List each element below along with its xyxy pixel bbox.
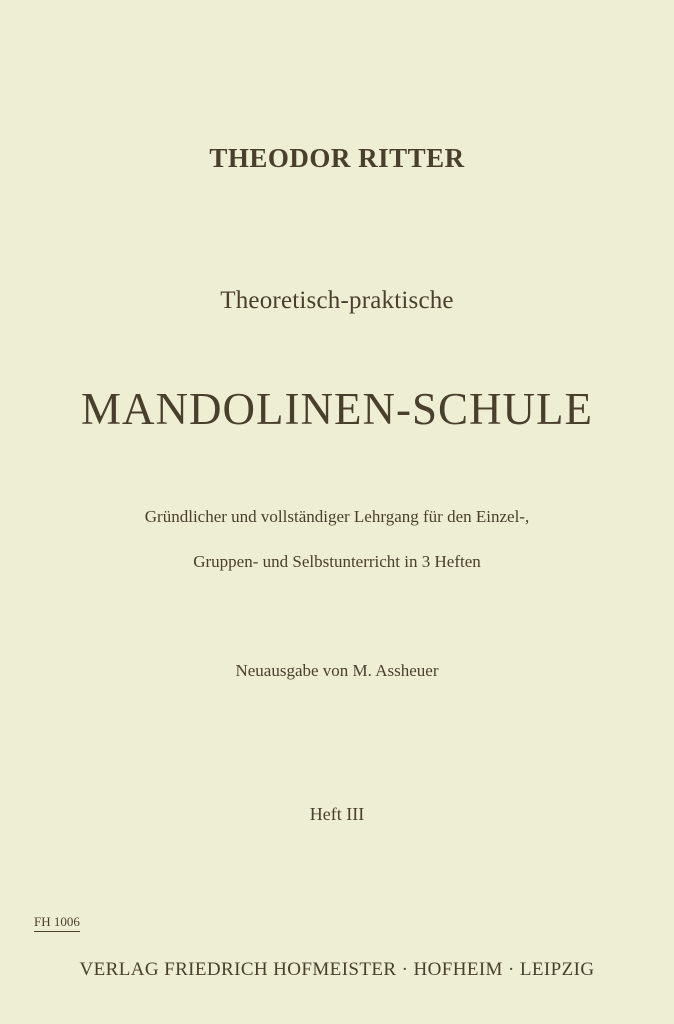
- editor-credit: Neuausgabe von M. Assheuer: [235, 661, 439, 680]
- volume-label: Heft III: [309, 804, 365, 824]
- subtitle: Theoretisch-praktische: [220, 287, 454, 314]
- description-line-2: Gruppen- und Selbstunterricht in 3 Heften: [193, 552, 481, 571]
- publisher-line: VERLAG FRIEDRICH HOFMEISTER · HOFHEIM · LEIPZIG: [79, 959, 595, 980]
- catalog-number: FH 1006: [34, 914, 80, 932]
- page-title: MANDOLINEN-SCHULE: [81, 384, 593, 434]
- author-name: THEODOR RITTER: [209, 143, 465, 173]
- description-line-1: Gründlicher und vollständiger Lehrgang für den Einzel-,: [144, 507, 530, 526]
